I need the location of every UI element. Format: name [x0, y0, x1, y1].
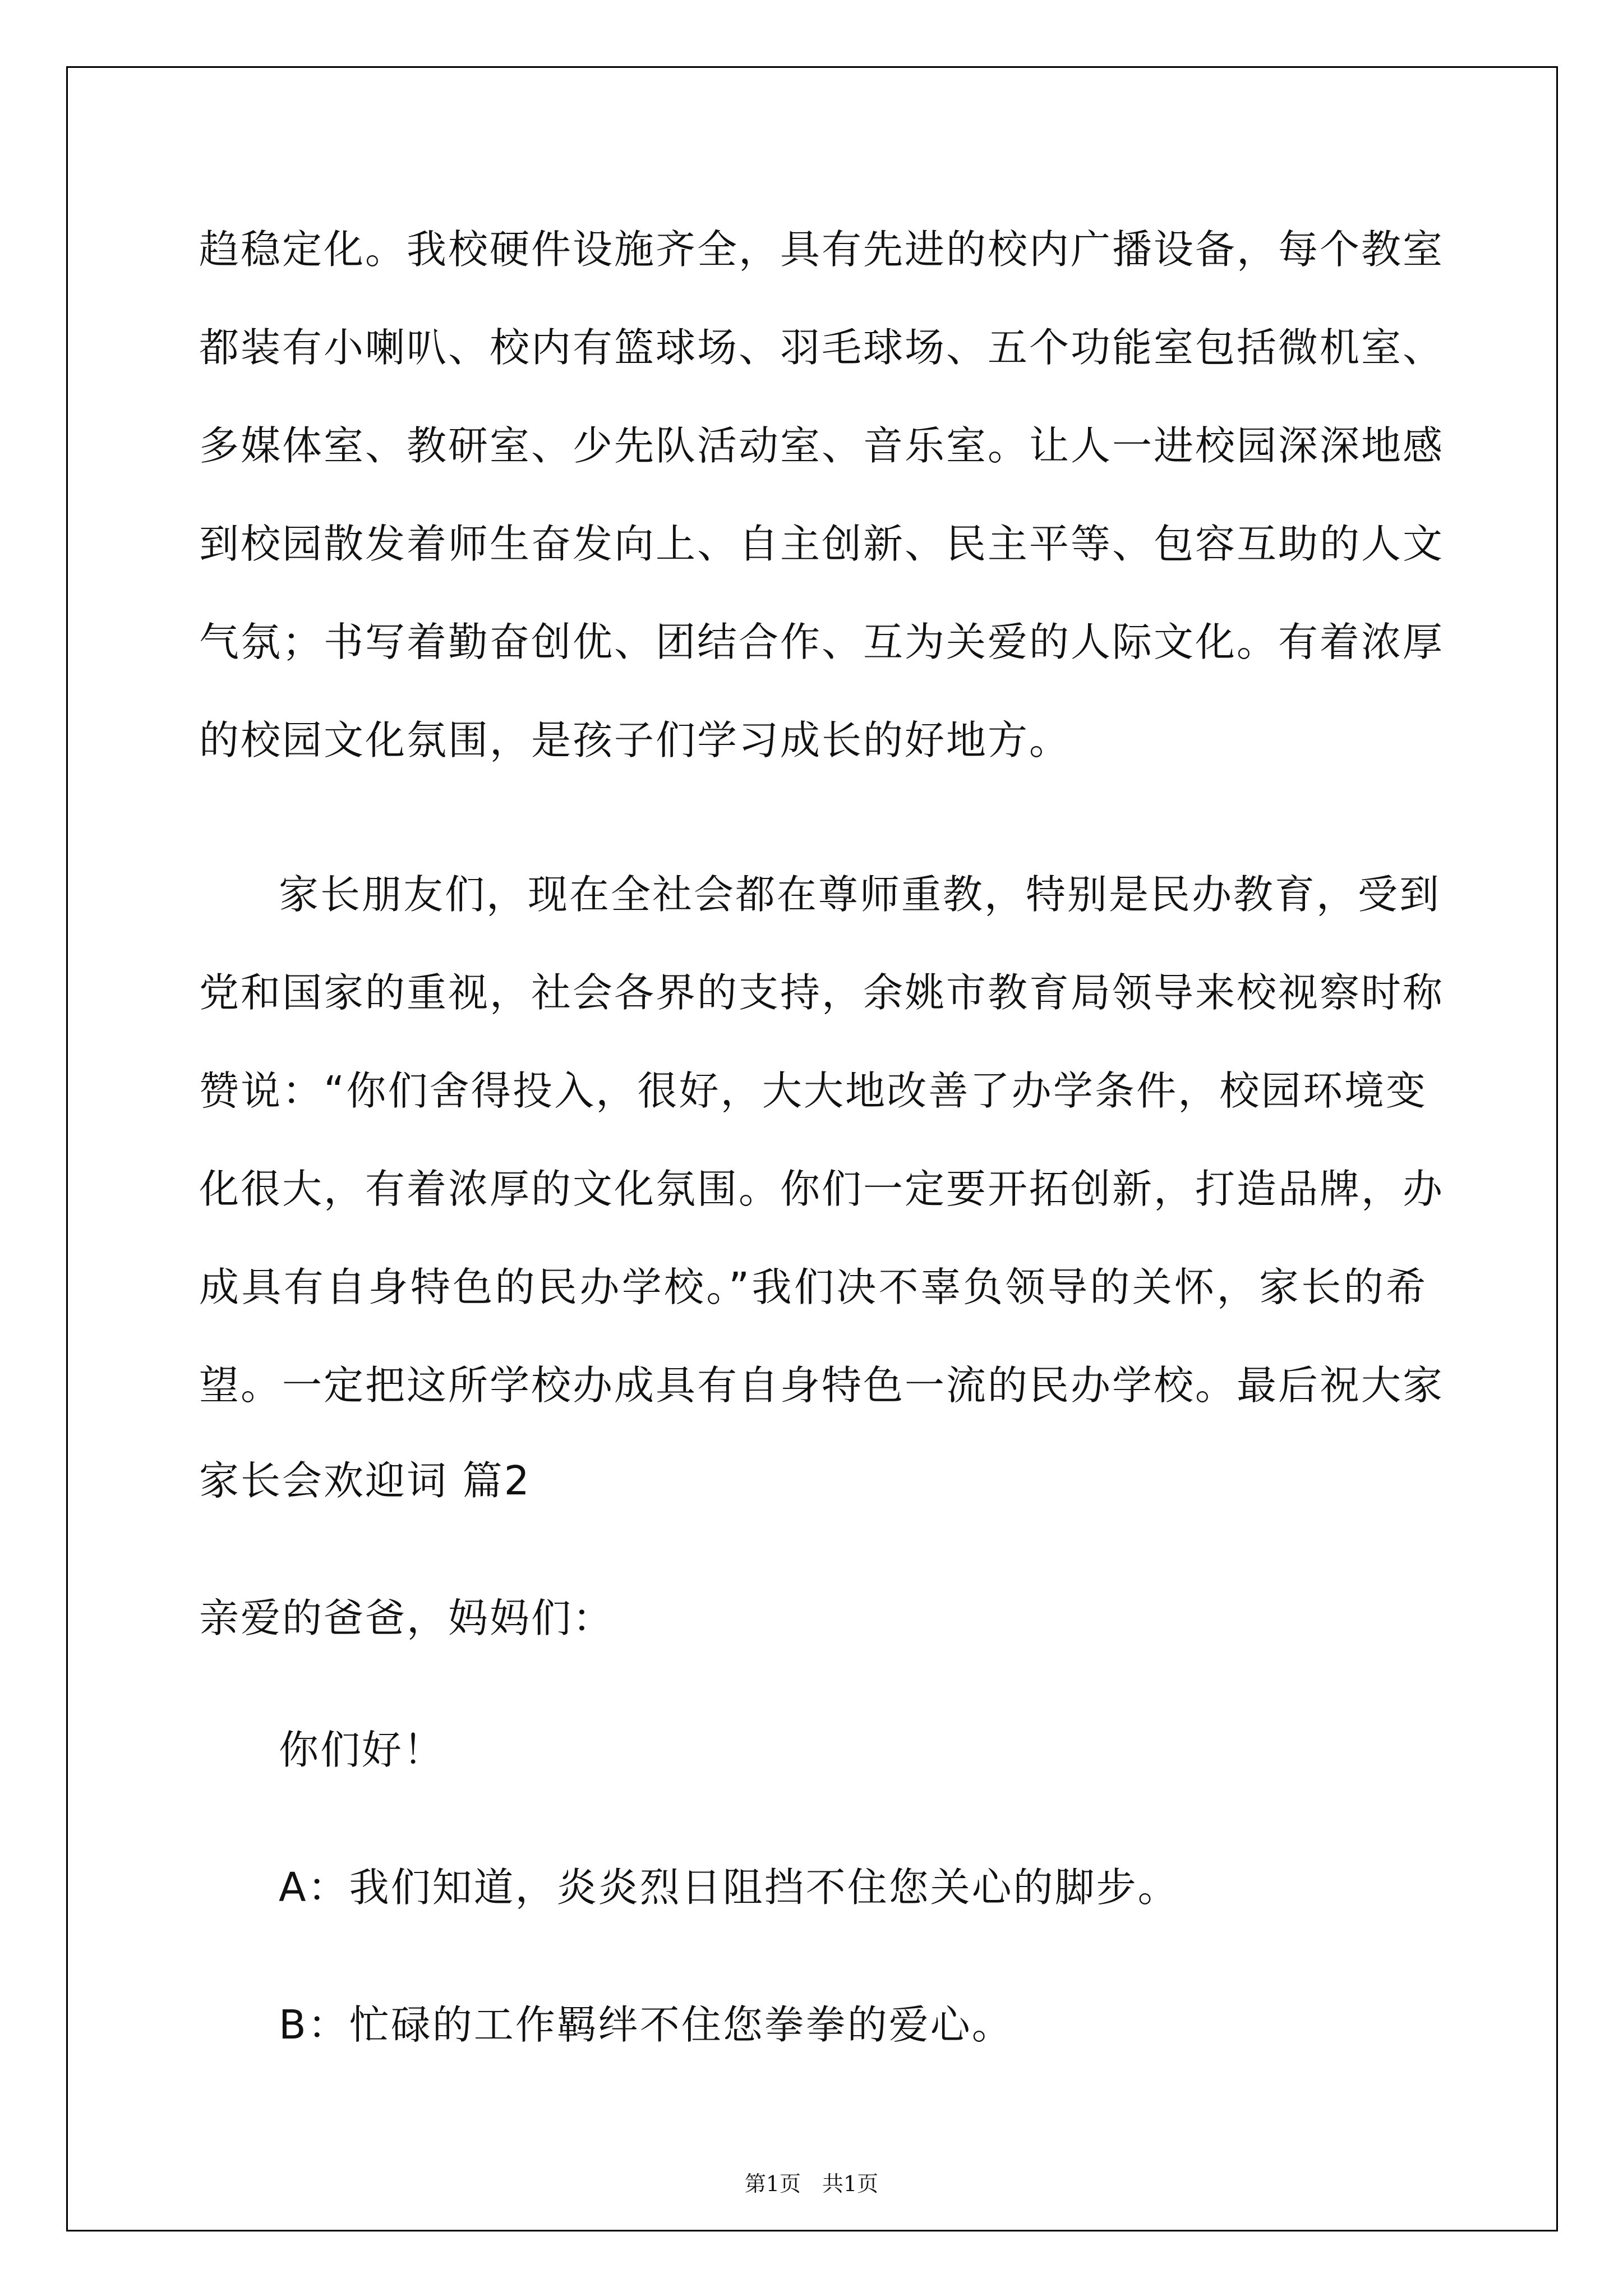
paragraph-line: 党和国家的重视，社会各界的支持，余姚市教育局领导来校视察时称	[199, 969, 1445, 1016]
dialogue-line: B：忙碌的工作羁绊不住您拳拳的爱心。	[279, 2001, 1013, 2048]
section-heading: 家长会欢迎词 篇2	[199, 1457, 531, 1504]
paragraph-line: 多媒体室、教研室、少先队活动室、音乐室。让人一进校园深深地感	[199, 422, 1445, 469]
page-number-footer: 第1页 共1页	[744, 2171, 879, 2196]
paragraph-line: 气氛；书写着勤奋创优、团结合作、互为关爱的人际文化。有着浓厚	[199, 619, 1445, 665]
dialogue-line: A：我们知道，炎炎烈日阻挡不住您关心的脚步。	[279, 1864, 1179, 1911]
salutation: 亲爱的爸爸，妈妈们：	[199, 1595, 615, 1641]
paragraph-line: 望。一定把这所学校办成具有自身特色一流的民办学校。最后祝大家	[199, 1362, 1445, 1409]
paragraph-line: 趋稳定化。我校硬件设施齐全，具有先进的校内广播设备，每个教室	[199, 226, 1445, 273]
paragraph-line: 赞说：“你们舍得投入，很好，大大地改善了办学条件，校园环境变	[199, 1068, 1427, 1114]
paragraph-line: 化很大，有着浓厚的文化氛围。你们一定要开拓创新，打造品牌，办	[199, 1166, 1445, 1212]
paragraph-line: 到校园散发着师生奋发向上、自主创新、民主平等、包容互助的人文	[199, 521, 1445, 567]
paragraph-line: 的校园文化氛围，是孩子们学习成长的好地方。	[199, 717, 1071, 763]
greeting: 你们好！	[279, 1727, 445, 1773]
paragraph-line: 都装有小喇叭、校内有篮球场、羽毛球场、五个功能室包括微机室、	[199, 324, 1445, 371]
paragraph-line: 成具有自身特色的民办学校。”我们决不辜负领导的关怀，家长的希	[199, 1264, 1427, 1310]
paragraph-line: 家长朋友们，现在全社会都在尊师重教，特别是民办教育，受到	[279, 871, 1441, 918]
